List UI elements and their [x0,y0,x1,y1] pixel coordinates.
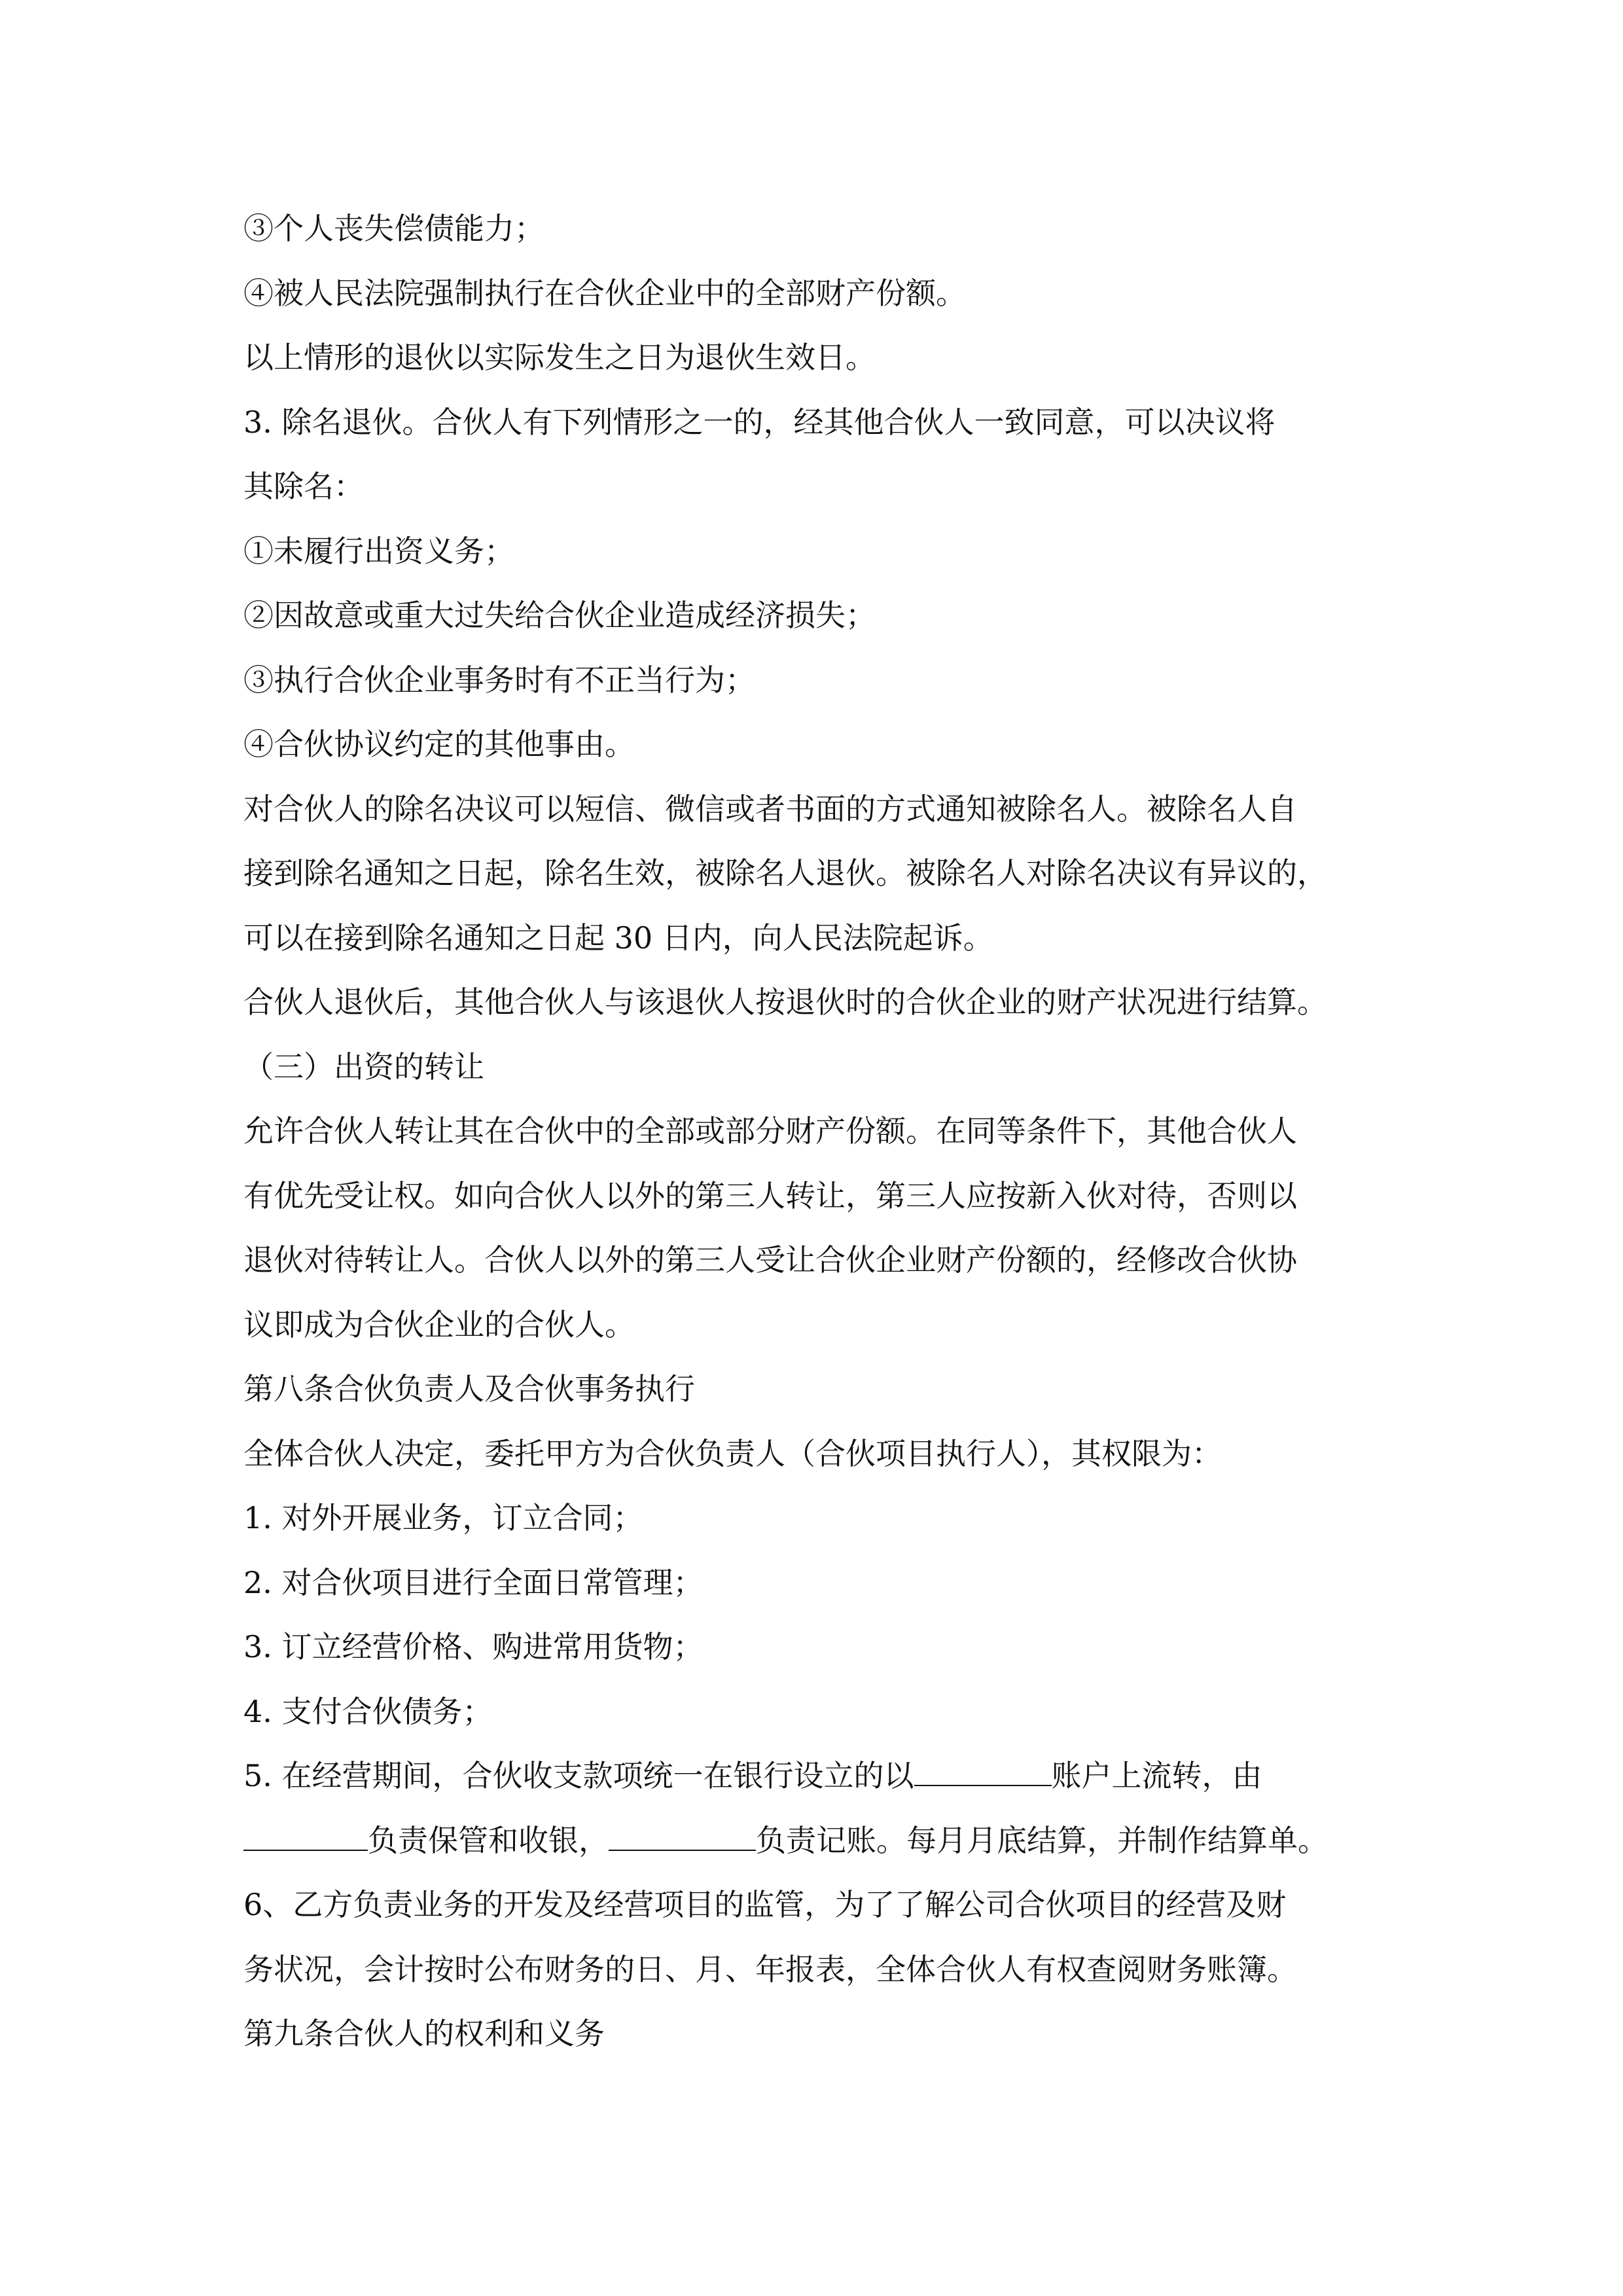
text-line: 允许合伙人转让其在合伙中的全部或部分财产份额。在同等条件下，其他合伙人 [243,1113,1297,1149]
text-line: 6、乙方负责业务的开发及经营项目的监管，为了了解公司合伙项目的经营及财 [243,1887,1287,1922]
text-segment: 账户上流转，由 [1051,1758,1262,1793]
text-segment: 负责记账。每月月底结算，并制作结算单。 [756,1822,1328,1858]
text-line: ③执行合伙企业事务时有不正当行为； [243,662,755,698]
article-heading: 第九条合伙人的权利和义务 [243,2016,605,2051]
text-segment: 5. 在经营期间，合伙收支款项统一在银行设立的以 [243,1758,914,1793]
article-heading: 第八条合伙负责人及合伙事务执行 [243,1371,695,1407]
text-line: 退伙对待转让人。合伙人以外的第三人受让合伙企业财产份额的，经修改合伙协 [243,1242,1297,1278]
text-line: ③个人丧失偿债能力； [243,211,544,246]
section-heading: （三）出资的转让 [243,1049,484,1085]
list-item: 4. 支付合伙债务； [243,1693,493,1729]
text-line: ④合伙协议约定的其他事由。 [243,726,635,762]
list-item: 1. 对外开展业务，订立合同； [243,1500,643,1535]
text-line: 合伙人退伙后，其他合伙人与该退伙人按退伙时的合伙企业的财产状况进行结算。 [243,984,1327,1020]
text-line: ④被人民法院强制执行在合伙企业中的全部财产份额。 [243,275,966,311]
text-line: 3. 除名退伙。合伙人有下列情形之一的，经其他合伙人一致同意，可以决议将 [243,404,1275,440]
text-line: ①未履行出资义务； [243,533,514,569]
text-line: 可以在接到除名通知之日起 30 日内，向人民法院起诉。 [243,920,993,956]
text-segment: 负责保管和收银， [368,1822,609,1858]
text-line: 议即成为合伙企业的合伙人。 [243,1306,635,1342]
text-line: 对合伙人的除名决议可以短信、微信或者书面的方式通知被除名人。被除名人自 [243,791,1297,827]
list-item-with-blanks [243,1744,1408,1808]
text-line: 有优先受让权。如向合伙人以外的第三人转让，第三人应按新入伙对待，否则以 [243,1177,1297,1213]
text-line: 全体合伙人决定，委托甲方为合伙负责人（合伙项目执行人），其权限为： [243,1435,1222,1471]
text-line: 务状况，会计按时公布财务的日、月、年报表，全体合伙人有权查阅财务账簿。 [243,1951,1297,1987]
text-line: 以上情形的退伙以实际发生之日为退伙生效日。 [243,340,876,375]
text-line-with-blanks [243,1808,1408,1873]
text-line: ②因故意或重大过失给合伙企业造成经济损失； [243,598,876,633]
list-item: 3. 订立经营价格、购进常用货物； [243,1629,704,1664]
fill-in-blank [243,1823,368,1851]
text-line: 接到除名通知之日起，除名生效，被除名人退伙。被除名人对除名决议有异议的， [243,855,1327,891]
list-item: 2. 对合伙项目进行全面日常管理； [243,1564,704,1600]
fill-in-blank [609,1823,756,1851]
document-body [243,196,1408,2066]
text-line: 其除名： [243,469,364,504]
fill-in-blank [914,1759,1052,1786]
